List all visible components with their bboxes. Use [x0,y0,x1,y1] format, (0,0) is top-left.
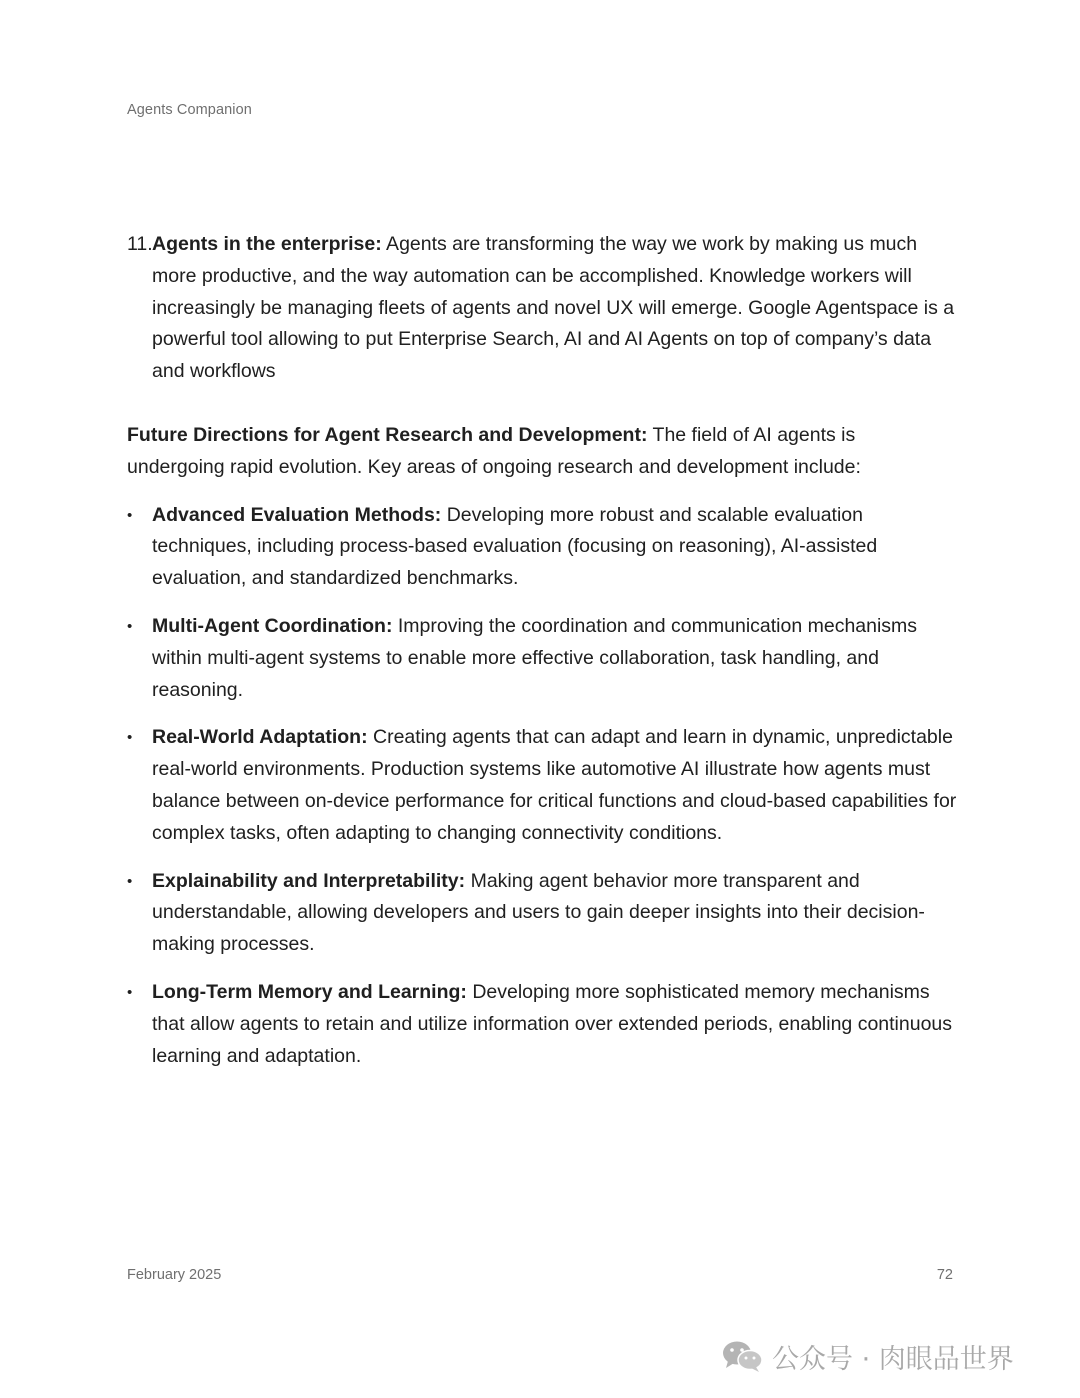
list-item [127,722,957,849]
page-number: 72 [936,1267,953,1283]
paragraph-text: The field of AI agents is undergoing rapid evolution. Key areas of ongoing research and development include: [127,423,861,478]
list-item-text: Making agent behavior more transparent and understandable, allowing developers and users to gain deeper insights into their decision-making processes. [152,869,925,956]
bullet-icon: • [127,872,133,890]
bullet-icon: • [127,729,133,747]
list-item [127,866,957,961]
list-item [127,977,957,1072]
list-item-text: Developing more robust and scalable evaluation techniques, including process-based evaluation (focusing on reasoning), AI-assisted evaluation, and standardized benchmarks. [152,503,878,590]
watermark [722,1336,1014,1376]
page-body [127,229,957,1088]
list-item-lead: Long-Term Memory and Learning: [152,980,467,1003]
bullet-icon: • [127,506,133,524]
wechat-icon [722,1339,764,1373]
list-item-lead: Explainability and Interpretability: [152,869,466,892]
list-item-lead: Advanced Evaluation Methods: [152,503,442,526]
bullet-icon: • [127,983,133,1001]
item-lead: Agents in the enterprise: [152,233,382,255]
numbered-item-11 [127,229,957,388]
future-directions-paragraph [127,420,957,484]
list-item-lead: Multi-Agent Coordination: [152,614,393,637]
list-item-text: Developing more sophisticated memory mechanisms that allow agents to retain and utilize information over extended periods, enabling continuous learning and adaptation. [152,980,953,1067]
bullet-icon: • [127,617,133,635]
list-item [127,500,957,595]
list-item-text: Creating agents that can adapt and learn in dynamic, unpredictable real-world environments. Production systems like automotive AI illustrate how agents must balance between on-device performance for critical functions and cloud-based capabilities for complex tasks, often adapting to changing connectivity conditions. [152,726,957,844]
research-areas-list [127,500,957,1073]
watermark-text: 公众号 · 肉眼品世界 [772,1343,1014,1375]
footer-date: February 2025 [127,1267,222,1283]
item-number: 11. [127,233,153,255]
list-item-lead: Real-World Adaptation: [152,726,368,749]
list-item-text: Improving the coordination and communication mechanisms within multi-agent systems to enable more effective collaboration, task handling, and reasoning. [152,614,918,701]
running-header: Agents Companion [127,102,252,118]
item-text: Agents are transforming the way we work by making us much more productive, and the way automation can be accomplished. Knowledge workers will increasingly be managing fleets of agents and novel UX will emerge. Google Agentspace is a powerful tool allowing to put Enterprise Search, AI and AI Agents on top of company’s data and workflows [152,233,955,383]
paragraph-lead: Future Directions for Agent Research and Development: [127,423,648,446]
list-item [127,611,957,706]
